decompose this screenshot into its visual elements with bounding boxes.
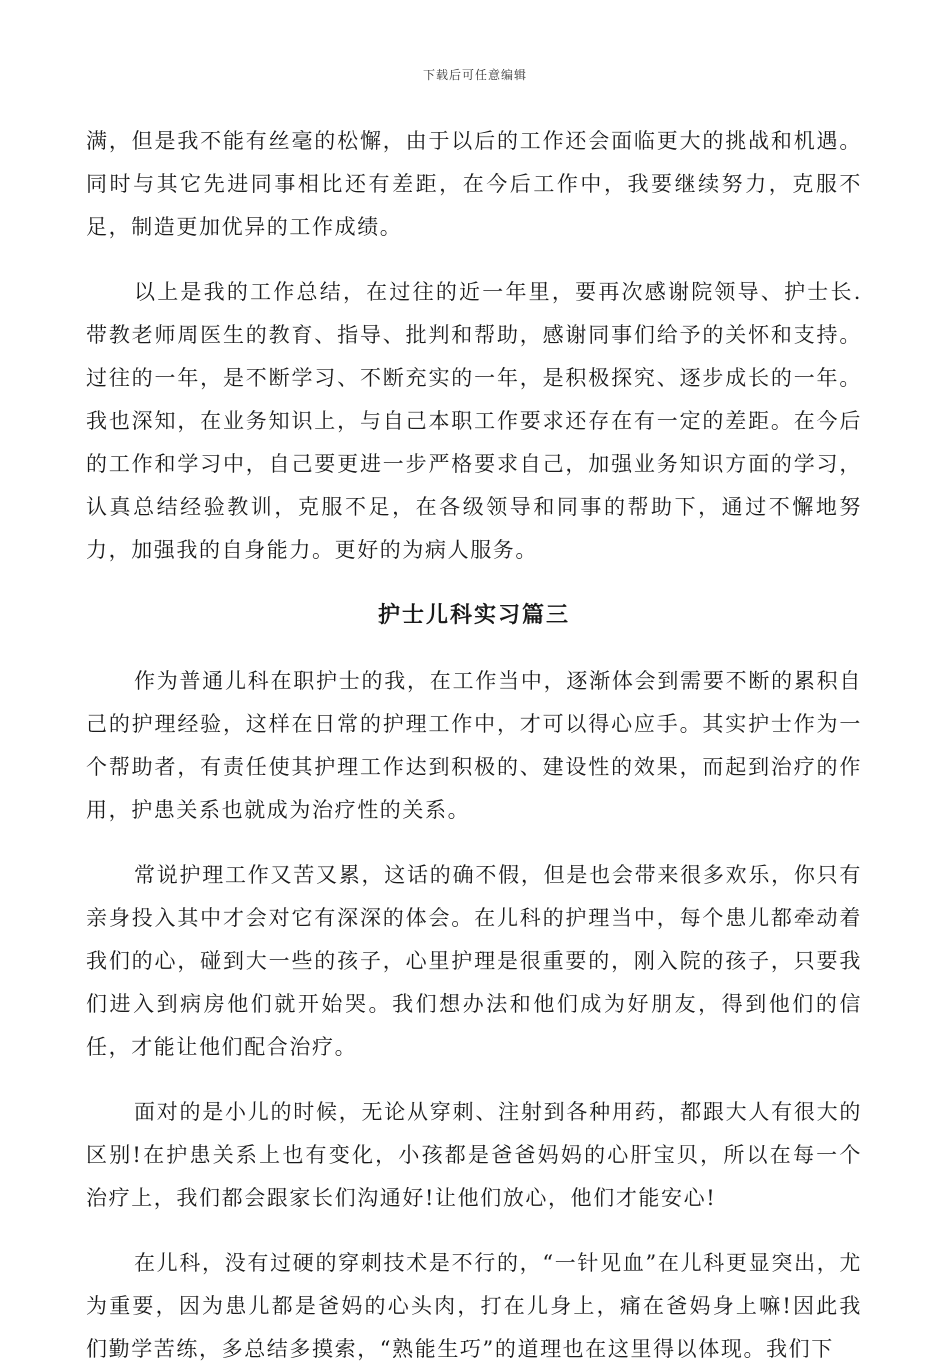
paragraph-summary: 以上是我的工作总结，在过往的近一年里，要再次感谢院领导、护士长.带教老师周医生的教育、指导、批判和帮助，感谢同事们给予的关怀和支持。过往的一年，是不断学习、不断充实的一年，是积极探究、逐步成长的一年。我也深知，在业务知识上，与自己本职工作要求还存在有一定的差距。在今后的工作和学习中，自己要更进一步严格要求自己，加强业务知识方面的学习，认真总结经验教训，克服不足，在各级领导和同事的帮助下，通过不懈地努力，加强我的自身能力。更好的为病人服务。 xyxy=(86,280,862,562)
paragraph-3: 面对的是小儿的时候，无论从穿刺、注射到各种用药，都跟大人有很大的区别!在护患关系上也有变化，小孩都是爸爸妈妈的心肝宝贝，所以在每一个治疗上，我们都会跟家长们沟通好!让他们放心，他们才能安心! xyxy=(86,1100,862,1210)
section-title: 护士儿科实习篇三 xyxy=(377,603,570,628)
page-header-note: 下载后可任意编辑 xyxy=(422,68,527,82)
document-body xyxy=(86,120,862,1371)
paragraph-continuation: 满，但是我不能有丝毫的松懈，由于以后的工作还会面临更大的挑战和机遇。同时与其它先进同事相比还有差距，在今后工作中，我要继续努力，克服不足，制造更加优异的工作成绩。 xyxy=(86,129,862,239)
paragraph-2: 常说护理工作又苦又累，这话的确不假，但是也会带来很多欢乐，你只有亲身投入其中才会对它有深深的体会。在儿科的护理当中，每个患儿都牵动着我们的心，碰到大一些的孩子，心里护理是很重要的，刚入院的孩子，只要我们进入到病房他们就开始哭。我们想办法和他们成为好朋友，得到他们的信任，才能让他们配合治疗。 xyxy=(86,863,862,1059)
paragraph-1: 作为普通儿科在职护士的我，在工作当中，逐渐体会到需要不断的累积自己的护理经验，这样在日常的护理工作中，才可以得心应手。其实护士作为一个帮助者，有责任使其护理工作达到积极的、建设性的效果，而起到治疗的作用，护患关系也就成为治疗性的关系。 xyxy=(86,669,862,822)
paragraph-4: 在儿科，没有过硬的穿刺技术是不行的，“一针见血”在儿科更显突出，尤为重要，因为患儿都是爸妈的心头肉，打在儿身上，痛在爸妈身上嘛!因此我们勤学苦练，多总结多摸索，“熟能生巧”的道理也在这里得以体现。我们下 xyxy=(86,1251,862,1361)
